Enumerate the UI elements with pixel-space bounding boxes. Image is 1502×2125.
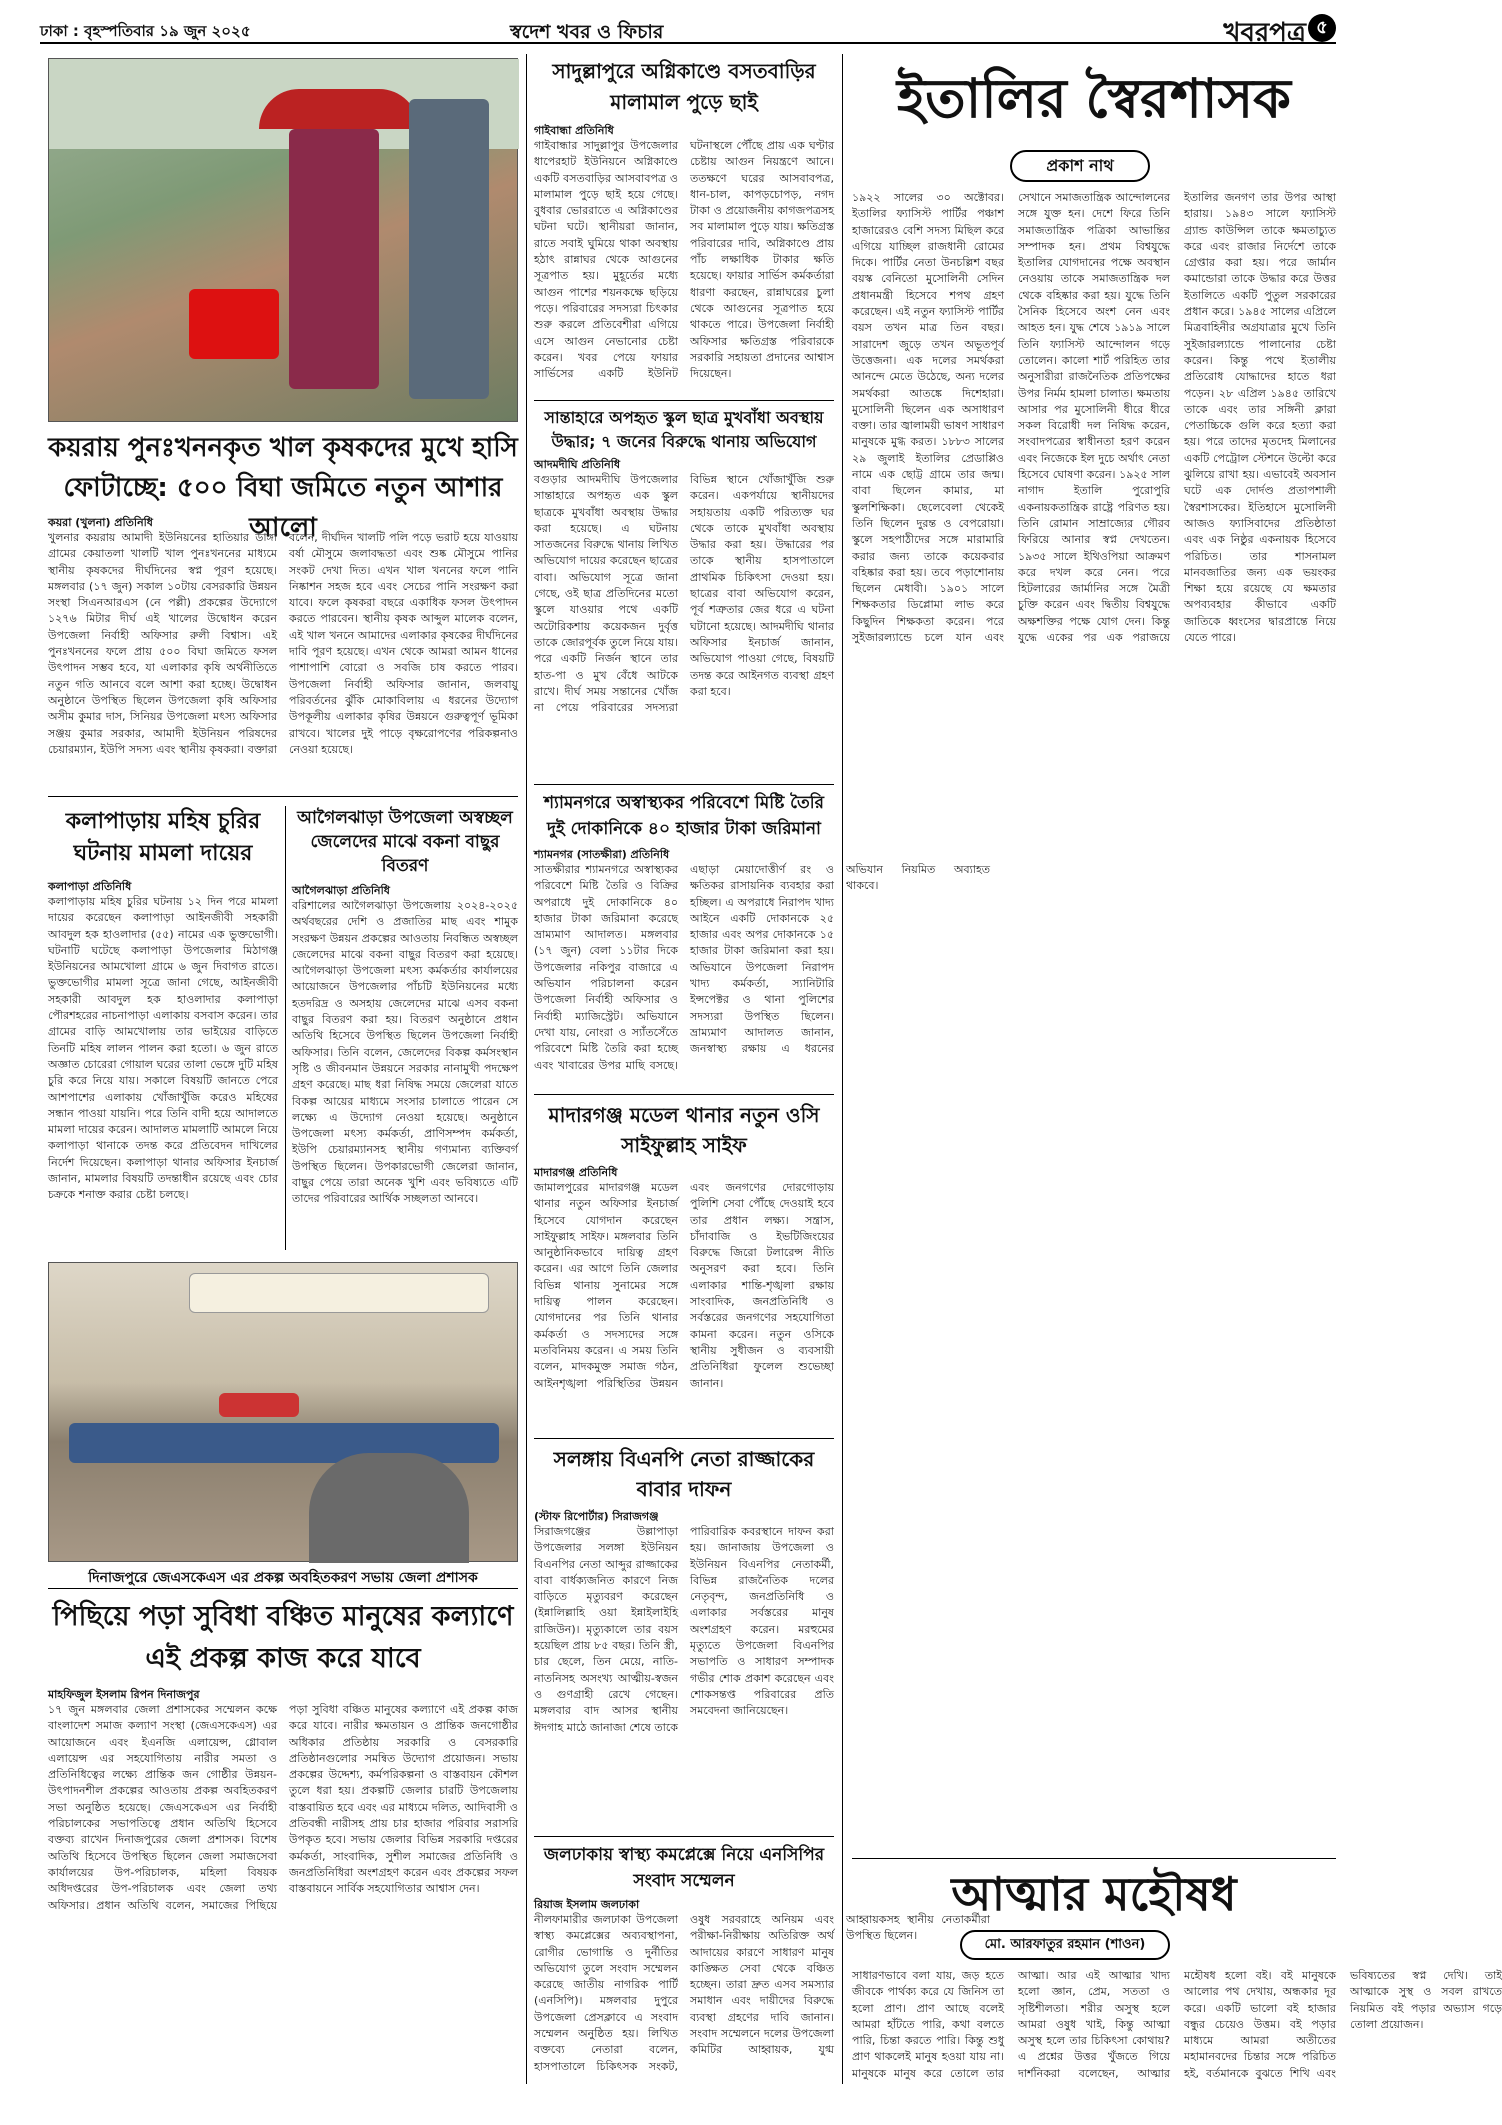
dinajpur-meeting-photo — [48, 1262, 518, 1562]
story7-headline: শ্যামনগরে অস্বাস্থ্যকর পরিবেশে মিষ্টি তৈরি দুই দোকানিকে ৪০ হাজার টাকা জরিমানা — [543, 793, 825, 839]
story6-byline: আদমদীঘি প্রতিনিধি — [534, 458, 621, 471]
photo-person-man — [409, 99, 489, 399]
feature2-author: মো. আরফাতুর রহমান (শাওন) — [960, 1930, 1170, 1960]
story10-byline: রিয়াজ ইসলাম জলঢাকা — [534, 1898, 640, 1911]
photo-umbrella — [259, 89, 419, 129]
story3-body: বরিশালের আগৈলঝাড়া উপজেলায় ২০২৪-২০২৫ অর্থবছরের দেশি ও প্রজাতির মাছ এবং শামুক সংরক্ষণ উন্নয়ন প্রকল্পের আওতায় নিবন্ধিত অস্বচ্ছল জেলেদের মাঝে বকনা বাছুর বিতরণ করা হয়েছে। আগৈলঝাড়া উপজেলা মৎস্য কর্মকর্তার কার্যালয়ের আয়োজনে উপজেলার পাঁচটি ইউনিয়নের মধ্যে হতদরিদ্র ও অসহায় জেলেদের মাঝে এসব বকনা বাছুর বিতরণ করা হয়। বিতরণ অনুষ্ঠানে প্রধান অতিথি হিসেবে উপস্থিত ছিলেন উপজেলা নির্বাহী অফিসার। তিনি বলেন, জেলেদের বিকল্প কর্মসংস্থান সৃষ্টি ও জীবনমান উন্নয়নে সরকার নানামুখী পদক্ষেপ গ্রহণ করেছে। মাছ ধরা নিষিদ্ধ সময়ে জেলেরা যাতে বিকল্প আয়ের মাধ্যমে সংসার চালাতে পারেন সে লক্ষ্যে এ উদ্যোগ নেওয়া হয়েছে। অনুষ্ঠানে উপজেলা মৎস্য কর্মকর্তা, প্রাণিসম্পদ কর্মকর্তা, ইউপি চেয়ারম্যানসহ স্থানীয় গণ্যমান্য ব্যক্তিবর্গ উপস্থিত ছিলেন। উপকারভোগী জেলেরা জানান, বাছুর পেয়ে তারা অনেক খুশি এবং ভবিষ্যতে এটি তাদের পরিবারের আর্থিক সচ্ছলতা আনবে। — [292, 899, 518, 1206]
feature1-body: ১৯২২ সালের ৩০ অক্টোবর। ইতালির ফ্যাসিস্ট পার্টির পঞ্চাশ হাজারেরও বেশি সদস্য মিছিল করে এগিয়ে যাচ্ছিল রাজধানী রোমের দিকে। পার্টির নেতা উনচল্লিশ বছর বয়স্ক বেনিতো মুসোলিনী সেদিন প্রধানমন্ত্রী হিসেবে শপথ গ্রহণ করেছেন। এই নতুন ফ্যাসিস্ট পার্টির বয়স তখন মাত্র তিন বছর। সারাদেশ জুড়ে তখন অভূতপূর্ব উত্তেজনা। এক দলের সমর্থকরা আনন্দে মেতে উঠেছে, অন্য দলের সমর্থকরা আতঙ্কে দিশেহারা। মুসোলিনী ছিলেন এক অসাধারণ বক্তা। তার জ্বালাময়ী ভাষণ সাধারণ মানুষকে মুগ্ধ করত। ১৮৮৩ সালের ২৯ জুলাই ইতালির প্রেডাপ্পিও নামে এক ছোট্ট গ্রামে তার জন্ম। বাবা ছিলেন কামার, মা স্কুলশিক্ষিকা। ছেলেবেলা থেকেই তিনি ছিলেন দুরন্ত ও বেপরোয়া। স্কুলে সহপাঠীদের সঙ্গে মারামারি করার জন্য তাকে কয়েকবার বহিষ্কার করা হয়। তবে পড়াশোনায় ছিলেন মেধাবী। ১৯০১ সালে শিক্ষকতার ডিপ্লোমা লাভ করে কিছুদিন শিক্ষকতা করেন। পরে সুইজারল্যান্ডে চলে যান এবং সেখানে সমাজতান্ত্রিক আন্দোলনের সঙ্গে যুক্ত হন। দেশে ফিরে তিনি সমাজতান্ত্রিক পত্রিকা আভান্তির সম্পাদক হন। প্রথম বিশ্বযুদ্ধে ইতালির যোগদানের পক্ষে অবস্থান নেওয়ায় তাকে সমাজতান্ত্রিক দল থেকে বহিষ্কার করা হয়। যুদ্ধে তিনি সৈনিক হিসেবে অংশ নেন এবং আহত হন। যুদ্ধ শেষে ১৯১৯ সালে তিনি ফ্যাসিস্ট আন্দোলন গড়ে তোলেন। কালো শার্ট পরিহিত তার অনুসারীরা রাজনৈতিক প্রতিপক্ষের উপর নির্মম হামলা চালাত। ক্ষমতায় আসার পর মুসোলিনী ধীরে ধীরে সকল বিরোধী দল নিষিদ্ধ করেন, সংবাদপত্রের স্বাধীনতা হরণ করেন এবং নিজেকে ইল দুচে অর্থাৎ নেতা হিসেবে ঘোষণা করেন। ১৯২৫ সাল নাগাদ ইতালি পুরোপুরি একনায়কতান্ত্রিক রাষ্ট্রে পরিণত হয়। তিনি রোমান সাম্রাজ্যের গৌরব ফিরিয়ে আনার স্বপ্ন দেখতেন। ১৯৩৫ সালে ইথিওপিয়া আক্রমণ করে দখল করে নেন। পরে হিটলারের জার্মানির সঙ্গে মৈত্রী চুক্তি করেন এবং দ্বিতীয় বিশ্বযুদ্ধে অক্ষশক্তির পক্ষে যোগ দেন। কিন্তু যুদ্ধে একের পর এক পরাজয়ে ইতালির জনগণ তার উপর আস্থা হারায়। ১৯৪৩ সালে ফ্যাসিস্ট গ্র্যান্ড কাউন্সিল তাকে ক্ষমতাচ্যুত করে এবং রাজার নির্দেশে তাকে গ্রেপ্তার করা হয়। পরে জার্মান কমান্ডোরা তাকে উদ্ধার করে উত্তর ইতালিতে একটি পুতুল সরকারের প্রধান করে। ১৯৪৫ সালের এপ্রিলে মিত্রবাহিনীর অগ্রযাত্রার মুখে তিনি সুইজারল্যান্ডে পালানোর চেষ্টা করেন। কিন্তু পথে ইতালীয় প্রতিরোধ যোদ্ধাদের হাতে ধরা পড়েন। ২৮ এপ্রিল ১৯৪৫ তারিখে তাকে এবং তার সঙ্গিনী ক্লারা পেতাচ্চিকে গুলি করে হত্যা করা হয়। পরে তাদের মৃতদেহ মিলানের একটি পেট্রোল স্টেশনে উল্টো করে ঝুলিয়ে রাখা হয়। এভাবেই অবসান ঘটে এক দোর্দণ্ড প্রতাপশালী স্বৈরশাসকের। ইতিহাসে মুসোলিনী আজও ফ্যাসিবাদের প্রতিষ্ঠাতা এবং এক নিষ্ঠুর একনায়ক হিসেবে পরিচিত। তার শাসনামল মানবজাতির জন্য এক ভয়ংকর শিক্ষা হয়ে রয়েছে যে ক্ষমতার অপব্যবহার কীভাবে একটি জাতিকে ধ্বংসের দ্বারপ্রান্তে নিয়ে যেতে পারে। — [852, 191, 1336, 645]
feature1-headline: ইতালির স্বৈরশাসক — [897, 66, 1291, 130]
story8-body: জামালপুরের মাদারগঞ্জ মডেল থানার নতুন অফিসার ইনচার্জ হিসেবে যোগদান করেছেন সাইফুল্লাহ সাইফ। মঙ্গলবার তিনি আনুষ্ঠানিকভাবে দায়িত্ব গ্রহণ করেন। এর আগে তিনি জেলার বিভিন্ন থানায় সুনামের সঙ্গে দায়িত্ব পালন করেছেন। যোগদানের পর তিনি থানার কর্মকর্তা ও সদস্যদের সঙ্গে মতবিনিময় করেন। এ সময় তিনি বলেন, মাদকমুক্ত সমাজ গঠন, আইনশৃঙ্খলা পরিস্থিতির উন্নয়ন এবং জনগণের দোরগোড়ায় পুলিশি সেবা পৌঁছে দেওয়াই হবে তার প্রধান লক্ষ্য। সন্ত্রাস, চাঁদাবাজি ও ইভটিজিংয়ের বিরুদ্ধে জিরো টলারেন্স নীতি অনুসরণ করা হবে। তিনি এলাকার শান্তি-শৃঙ্খলা রক্ষায় সাংবাদিক, জনপ্রতিনিধি ও সর্বস্তরের জনগণের সহযোগিতা কামনা করেন। নতুন ওসিকে স্থানীয় সুধীজন ও ব্যবসায়ী প্রতিনিধিরা ফুলেল শুভেচ্ছা জানান। — [534, 1181, 834, 1390]
story8-byline: মাদারগঞ্জ প্রতিনিধি — [534, 1166, 618, 1179]
story6-headline: সান্তাহারে অপহৃত স্কুল ছাত্র মুখবাঁধা অবস্থায় উদ্ধার; ৭ জনের বিরুদ্ধে থানায় অভিযোগ — [544, 408, 824, 451]
section-title: স্বদেশ খবর ও ফিচার — [510, 21, 664, 43]
photo-person-front — [309, 1453, 469, 1563]
divider — [534, 1836, 834, 1837]
newspaper-logo: খবরপত্র — [1223, 18, 1306, 48]
photo-nameplate — [219, 1393, 299, 1417]
story10-headline: জলঢাকায় স্বাস্থ্য কমপ্লেক্সে নিয়ে এনসিপির সংবাদ সম্মেলন — [543, 1845, 825, 1891]
story7-body: সাতক্ষীরার শ্যামনগরে অস্বাস্থ্যকর পরিবেশে মিষ্টি তৈরি ও বিক্রির অপরাধে দুই দোকানিকে ৪০ হাজার টাকা জরিমানা করেছে ভ্রাম্যমাণ আদালত। মঙ্গলবার (১৭ জুন) বেলা ১১টার দিকে উপজেলার নকিপুর বাজারে এ অভিযান পরিচালনা করেন উপজেলা নির্বাহী অফিসার ও নির্বাহী ম্যাজিস্ট্রেট। অভিযানে দেখা যায়, নোংরা ও স্যাঁতসেঁতে পরিবেশে মিষ্টি তৈরি করা হচ্ছে এবং খাবারের উপর মাছি বসছে। এছাড়া মেয়াদোত্তীর্ণ রং ও ক্ষতিকর রাসায়নিক ব্যবহার করা হচ্ছিল। এ অপরাধে নিরাপদ খাদ্য আইনে একটি দোকানকে ২৫ হাজার এবং অপর দোকানকে ১৫ হাজার টাকা জরিমানা করা হয়। অভিযানে উপজেলা নিরাপদ খাদ্য কর্মকর্তা, স্যানিটারি ইন্সপেক্টর ও থানা পুলিশের সদস্যরা উপস্থিত ছিলেন। ভ্রাম্যমাণ আদালত জানান, জনস্বাস্থ্য রক্ষায় এ ধরনের অভিযান নিয়মিত অব্যাহত থাকবে। — [534, 863, 990, 1072]
column-rule — [842, 54, 843, 2084]
story4-body: ১৭ জুন মঙ্গলবার জেলা প্রশাসকের সম্মেলন কক্ষে বাংলাদেশ সমাজ কল্যাণ সংস্থা (জেএসকেএস) এর আয়োজনে এবং ইএনজি এলায়েন্স, গ্লোবাল এলায়েন্স এর সহযোগিতায় নারীর সমতা ও প্রতিনিধিত্বের লক্ষ্যে প্রান্তিক জন গোষ্ঠীর উন্নয়ন- উৎপাদনশীল প্রকল্পের আওতায় প্রকল্প অবহিতকরণ সভা অনুষ্ঠিত হয়েছে। জেএসকেএস এর নির্বাহী পরিচালকের সভাপতিত্বে প্রধান অতিথি হিসেবে বক্তব্য রাখেন দিনাজপুরের জেলা প্রশাসক। বিশেষ অতিথি হিসেবে উপস্থিত ছিলেন জেলা সমাজসেবা কার্যালয়ের উপ-পরিচালক, মহিলা বিষয়ক অধিদপ্তরের উপ-পরিচালক এবং জেলা তথ্য অফিসার। প্রধান অতিথি বলেন, সমাজের পিছিয়ে পড়া সুবিধা বঞ্চিত মানুষের কল্যাণে এই প্রকল্প কাজ করে যাবে। নারীর ক্ষমতায়ন ও প্রান্তিক জনগোষ্ঠীর অধিকার প্রতিষ্ঠায় সরকারি ও বেসরকারি প্রতিষ্ঠানগুলোর সমন্বিত উদ্যোগ প্রয়োজন। সভায় প্রকল্পের উদ্দেশ্য, কর্মপরিকল্পনা ও বাস্তবায়ন কৌশল তুলে ধরা হয়। প্রকল্পটি জেলার চারটি উপজেলায় বাস্তবায়িত হবে এবং এর মাধ্যমে দলিত, আদিবাসী ও প্রতিবন্ধী নারীসহ প্রায় চার হাজার পরিবার সরাসরি উপকৃত হবে। সভায় জেলার বিভিন্ন সরকারি দপ্তরের কর্মকর্তা, সাংবাদিক, সুশীল সমাজের প্রতিনিধি ও জনপ্রতিনিধিরা অংশগ্রহণ করেন এবং প্রকল্পের সফল বাস্তবায়নে সার্বিক সহযোগিতার আশ্বাস দেন। — [48, 1703, 518, 1912]
story1-headline: কয়রায় পুনঃখননকৃত খাল কৃষকদের মুখে হাসি ফোটাচ্ছে: ৫০০ বিঘা জমিতে নতুন আশার আলো — [48, 433, 518, 543]
story4-byline: মাহফিজুল ইসলাম রিপন দিনাজপুর — [48, 1688, 200, 1701]
divider — [48, 796, 518, 797]
story4-headline: পিছিয়ে পড়া সুবিধা বঞ্চিত মানুষের কল্যাণে এই প্রকল্প কাজ করে যাবে — [52, 1601, 514, 1674]
story2-byline: কলাপাড়া প্রতিনিধি — [48, 880, 132, 893]
story9-body: সিরাজগঞ্জের উল্লাপাড়া উপজেলার সলঙ্গা ইউনিয়ন বিএনপির নেতা আব্দুর রাজ্জাকের বাবা বার্ধক্যজনিত কারণে নিজ বাড়িতে মৃত্যুবরণ করেছেন (ইন্নালিল্লাহি ওয়া ইন্নাইলাইহি রাজিউন)। মৃত্যুকালে তার বয়স হয়েছিল প্রায় ৮৫ বছর। তিনি স্ত্রী, চার ছেলে, তিন মেয়ে, নাতি-নাতনিসহ অসংখ্য আত্মীয়-স্বজন ও গুণগ্রাহী রেখে গেছেন। মঙ্গলবার বাদ আসর স্থানীয় ঈদগাহ মাঠে জানাজা শেষে তাকে পারিবারিক কবরস্থানে দাফন করা হয়। জানাজায় উপজেলা ও ইউনিয়ন বিএনপির নেতাকর্মী, বিভিন্ন রাজনৈতিক দলের নেতৃবৃন্দ, জনপ্রতিনিধি ও এলাকার সর্বস্তরের মানুষ অংশগ্রহণ করেন। মরহুমের মৃত্যুতে উপজেলা বিএনপির সভাপতি ও সাধারণ সম্পাদক গভীর শোক প্রকাশ করেছেন এবং শোকসন্তপ্ত পরিবারের প্রতি সমবেদনা জানিয়েছেন। — [534, 1525, 834, 1734]
story7-byline: শ্যামনগর (সাতক্ষীরা) প্রতিনিধি — [534, 848, 670, 861]
divider — [852, 1858, 1336, 1859]
story1-byline: কয়রা (খুলনা) প্রতিনিধি — [48, 516, 153, 529]
story9-headline: সলঙ্গায় বিএনপি নেতা রাজ্জাকের বাবার দাফন — [553, 1447, 815, 1501]
story5-body: গাইবান্ধার সাদুল্লাপুর উপজেলার ধাপেরহাট ইউনিয়নে অগ্নিকাণ্ডে একটি বসতবাড়ির আসবাবপত্র ও মালামাল পুড়ে ছাই হয়ে গেছে। বুধবার ভোররাতে এ অগ্নিকাণ্ডের ঘটনা ঘটে। স্থানীয়রা জানান, রাতে সবাই ঘুমিয়ে থাকা অবস্থায় হঠাৎ রান্নাঘর থেকে আগুনের সূত্রপাত হয়। মুহূর্তের মধ্যে আগুন পাশের শয়নকক্ষে ছড়িয়ে পড়ে। পরিবারের সদস্যরা চিৎকার শুরু করলে প্রতিবেশীরা এগিয়ে এসে আগুন নেভানোর চেষ্টা করেন। খবর পেয়ে ফায়ার সার্ভিসের একটি ইউনিট ঘটনাস্থলে পৌঁছে প্রায় এক ঘণ্টার চেষ্টায় আগুন নিয়ন্ত্রণে আনে। ততক্ষণে ঘরের আসবাবপত্র, ধান-চাল, কাপড়চোপড়, নগদ টাকা ও প্রয়োজনীয় কাগজপত্রসহ সব মালামাল পুড়ে যায়। ক্ষতিগ্রস্ত পরিবারের দাবি, অগ্নিকাণ্ডে প্রায় পাঁচ লক্ষাধিক টাকার ক্ষতি হয়েছে। ফায়ার সার্ভিস কর্মকর্তারা ধারণা করছেন, রান্নাঘরের চুলা থেকে আগুনের সূত্রপাত হয়ে থাকতে পারে। উপজেলা নির্বাহী অফিসার ক্ষতিগ্রস্ত পরিবারকে সরকারি সহায়তা প্রদানের আশ্বাস দিয়েছেন। — [534, 139, 834, 381]
divider — [534, 1438, 834, 1439]
story8-headline: মাদারগঞ্জ মডেল থানার নতুন ওসি সাইফুল্লাহ সাইফ — [548, 1103, 820, 1157]
story5-byline: গাইবান্ধা প্রতিনিধি — [534, 124, 614, 137]
photo-person-woman — [289, 129, 379, 389]
divider — [534, 400, 834, 401]
feature1-author: প্রকাশ নাথ — [1010, 150, 1150, 182]
feature2-headline: আত্মার মহৌষধ — [951, 1867, 1237, 1921]
page-number: ৫ — [1308, 14, 1336, 42]
kayra-canal-photo — [48, 58, 518, 422]
divider — [48, 1588, 518, 1589]
masthead — [40, 17, 1336, 48]
column-rule — [526, 54, 527, 2084]
story3-byline: আগৈলঝাড়া প্রতিনিধি — [292, 884, 390, 897]
story2-headline: কলাপাড়ায় মহিষ চুরির ঘটনায় মামলা দায়ের — [65, 809, 261, 866]
photo-banner — [189, 1273, 489, 1313]
story5-headline: সাদুল্লাপুরে অগ্নিকাণ্ডে বসতবাড়ির মালামাল পুড়ে ছাই — [552, 59, 816, 114]
story1-body: খুলনার কয়রায় আমাদী ইউনিয়নের হাতিয়ার ডাঙ্গা গ্রামের কেয়াতলা খালটি খাল পুনঃখননের মাধ্যমে স্থানীয় কৃষকদের দীর্ঘদিনের স্বপ্ন পূরণ হয়েছে। মঙ্গলবার (১৭ জুন) সকাল ১০টায় বেসরকারি উন্নয়ন সংস্থা সিএনআরএস (নে পল্লী) প্রকল্পের উদ্যোগে ১২৭৬ মিটার দীর্ঘ এই খালের উদ্বোধন করেন উপজেলা নির্বাহী অফিসার রুলী বিশ্বাস। এই পুনঃখননের ফলে প্রায় ৫০০ বিঘা জমিতে ফসল উৎপাদন সম্ভব হবে, যা এলাকার কৃষি অর্থনীতিতে নতুন গতি আনবে বলে আশা করা হচ্ছে। উদ্বোধন অনুষ্ঠানে উপস্থিত ছিলেন উপজেলা কৃষি অফিসার অসীম কুমার দাস, সিনিয়র উপজেলা মৎস্য অফিসার সঞ্জয় কুমার সরকার, আমাদী ইউনিয়ন পরিষদের চেয়ারম্যান, ইউপি সদস্য এবং স্থানীয় কৃষকরা। বক্তারা বলেন, দীর্ঘদিন খালটি পলি পড়ে ভরাট হয়ে যাওয়ায় বর্ষা মৌসুমে জলাবদ্ধতা এবং শুষ্ক মৌসুমে পানির সংকট দেখা দিত। এখন খাল খননের ফলে পানি নিষ্কাশন সহজ হবে এবং সেচের পানি সংরক্ষণ করা যাবে। ফলে কৃষকরা বছরে একাধিক ফসল উৎপাদন করতে পারবেন। স্থানীয় কৃষক আব্দুল মালেক বলেন, এই খাল খননে আমাদের এলাকার কৃষকের দীর্ঘদিনের দাবি পূরণ হয়েছে। এখন থেকে আমরা আমন ধানের পাশাপাশি বোরো ও সবজি চাষ করতে পারব। উপজেলা নির্বাহী অফিসার জানান, জলবায়ু পরিবর্তনের ঝুঁকি মোকাবিলায় এ ধরনের উদ্যোগ উপকূলীয় এলাকার কৃষির উন্নয়নে গুরুত্বপূর্ণ ভূমিকা রাখবে। খালের দুই পাড়ে বৃক্ষরোপণের পরিকল্পনাও নেওয়া হয়েছে। — [48, 531, 518, 756]
story9-byline: (স্টাফ রিপোর্টার) সিরাজগঞ্জ — [534, 1510, 659, 1523]
column-rule — [285, 806, 286, 1250]
divider — [534, 1094, 834, 1095]
issue-date: ঢাকা : বৃহস্পতিবার ১৯ জুন ২০২৫ — [40, 22, 251, 40]
story4-caption: দিনাজপুরে জেএসকেএস এর প্রকল্প অবহিতকরণ সভায় জেলা প্রশাসক — [88, 1570, 478, 1586]
story10-body: নীলফামারীর জলঢাকা উপজেলা স্বাস্থ্য কমপ্লেক্সের অব্যবস্থাপনা, রোগীর ভোগান্তি ও দুর্নীতির অভিযোগ তুলে সংবাদ সম্মেলন করেছে জাতীয় নাগরিক পার্টি (এনসিপি)। মঙ্গলবার দুপুরে উপজেলা প্রেসক্লাবে এ সংবাদ সম্মেলন অনুষ্ঠিত হয়। লিখিত বক্তব্যে নেতারা বলেন, হাসপাতালে চিকিৎসক সংকট, ওষুধ সরবরাহে অনিয়ম এবং পরীক্ষা-নিরীক্ষায় অতিরিক্ত অর্থ আদায়ের কারণে সাধারণ মানুষ কাঙ্ক্ষিত সেবা থেকে বঞ্চিত হচ্ছেন। তারা দ্রুত এসব সমস্যার সমাধান এবং দায়ীদের বিরুদ্ধে ব্যবস্থা গ্রহণের দাবি জানান। সংবাদ সম্মেলনে দলের উপজেলা কমিটির আহ্বায়ক, যুগ্ম আহ্বায়কসহ স্থানীয় নেতাকর্মীরা উপস্থিত ছিলেন। — [534, 1913, 990, 2073]
divider — [534, 784, 834, 785]
story3-headline: আগৈলঝাড়া উপজেলা অস্বচ্ছল জেলেদের মাঝে বকনা বাছুর বিতরণ — [297, 808, 513, 876]
story6-body: বগুড়ার আদমদীঘি উপজেলার সান্তাহারে অপহৃত এক স্কুল ছাত্রকে মুখবাঁধা অবস্থায় উদ্ধার করা হয়েছে। এ ঘটনায় সাতজনের বিরুদ্ধে থানায় লিখিত অভিযোগ দায়ের করেছেন ছাত্রের বাবা। অভিযোগ সূত্রে জানা গেছে, ওই ছাত্র প্রতিদিনের মতো স্কুলে যাওয়ার পথে একটি অটোরিকশায় কয়েকজন দুর্বৃত্ত তাকে জোরপূর্বক তুলে নিয়ে যায়। পরে একটি নির্জন স্থানে তার হাত-পা ও মুখ বেঁধে আটকে রাখে। দীর্ঘ সময় সন্তানের খোঁজ না পেয়ে পরিবারের সদস্যরা বিভিন্ন স্থানে খোঁজাখুঁজি শুরু করেন। একপর্যায়ে স্থানীয়দের সহায়তায় একটি পরিত্যক্ত ঘর থেকে তাকে মুখবাঁধা অবস্থায় উদ্ধার করা হয়। উদ্ধারের পর তাকে স্থানীয় হাসপাতালে প্রাথমিক চিকিৎসা দেওয়া হয়। ছাত্রের বাবা অভিযোগ করেন, পূর্ব শত্রুতার জের ধরে এ ঘটনা ঘটানো হয়েছে। আদমদীঘি থানার অফিসার ইনচার্জ জানান, অভিযোগ পাওয়া গেছে, বিষয়টি তদন্ত করে আইনগত ব্যবস্থা গ্রহণ করা হবে। — [534, 473, 834, 715]
photo-ribbon-box — [189, 289, 279, 359]
feature2-body: সাধারণভাবে বলা যায়, জড় হতে জীবকে পার্থক্য করে যে জিনিস তা হলো প্রাণ। প্রাণ আছে বলেই আমরা হাঁটতে পারি, কথা বলতে পারি, চিন্তা করতে পারি। কিন্তু শুধু প্রাণ থাকলেই মানুষ হওয়া যায় না। মানুষকে মানুষ করে তোলে তার আত্মা। আর এই আত্মার খাদ্য হলো জ্ঞান, প্রেম, সততা ও সৃষ্টিশীলতা। শরীর অসুস্থ হলে আমরা ওষুধ খাই, কিন্তু আত্মা অসুস্থ হলে তার চিকিৎসা কোথায়? এ প্রশ্নের উত্তর খুঁজতে গিয়ে দার্শনিকরা বলেছেন, আত্মার মহৌষধ হলো বই। বই মানুষকে আলোর পথ দেখায়, অন্ধকার দূর করে। একটি ভালো বই হাজার বন্ধুর চেয়েও উত্তম। বই পড়ার মাধ্যমে আমরা অতীতের মহামানবদের চিন্তার সঙ্গে পরিচিত হই, বর্তমানকে বুঝতে শিখি এবং ভবিষ্যতের স্বপ্ন দেখি। তাই আত্মাকে সুস্থ ও সবল রাখতে নিয়মিত বই পড়ার অভ্যাস গড়ে তোলা প্রয়োজন। — [852, 1969, 1502, 2080]
photo-table — [69, 1423, 499, 1463]
story2-body: কলাপাড়ায় মহিষ চুরির ঘটনায় ১২ দিন পরে মামলা দায়ের করেছেন কলাপাড়া আইনজীবী সহকারী আবদুল হক হাওলাদার (৫৫) নামের এক ভুক্তভোগী। ঘটনাটি ঘটেছে কলাপাড়া উপজেলার মিঠাগঞ্জ ইউনিয়নের আমখোলা গ্রামে ৬ জুন দিবাগত রাতে। ভুক্তভোগীর মামলা সূত্রে জানা গেছে, আইনজীবী সহকারী আবদুল হক হাওলাদার কলাপাড়া পৌরশহরের নাচনাপাড়া এলাকায় বসবাস করেন। তার গ্রামের বাড়ি আমখোলায় তার ভাইয়ের বাড়িতে তিনটি মহিষ লালন পালন করা হতো। ৬ জুন রাতে অজ্ঞাত চোরেরা গোয়াল ঘরের তালা ভেঙ্গে দুটি মহিষ চুরি করে নিয়ে যায়। সকালে বিষয়টি জানতে পেরে আশপাশের এলাকায় খোঁজাখুঁজি করেও মহিষের সন্ধান পাওয়া যায়নি। পরে তিনি বাদী হয়ে আদালতে মামলা দায়ের করেন। আদালত মামলাটি আমলে নিয়ে কলাপাড়া থানাকে তদন্ত করে প্রতিবেদন দাখিলের নির্দেশ দিয়েছেন। কলাপাড়া থানার অফিসার ইনচার্জ জানান, মামলার বিষয়টি তদন্তাধীন রয়েছে এবং চোর চক্রকে শনাক্ত করার চেষ্টা চলছে। — [48, 895, 278, 1202]
